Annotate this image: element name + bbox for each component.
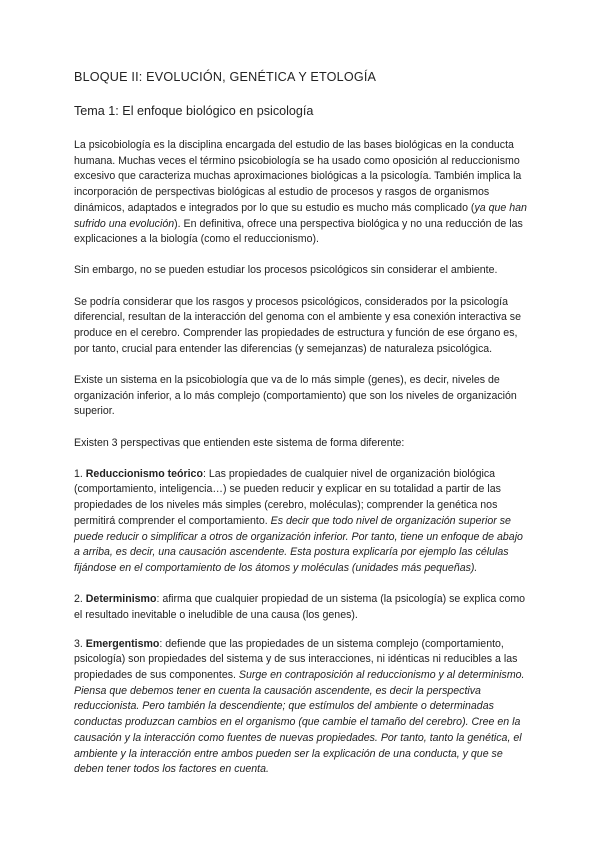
paragraph-intro-italic: ya que han sufrido una evolución — [74, 201, 527, 230]
paragraph-environment: Sin embargo, no se pueden estudiar los procesos psicológicos sin considerar el ambiente. — [74, 264, 498, 277]
paragraph-intro-text-a: La psicobiología es la disciplina encargada del estudio de las bases biológicas en la conducta humana. Muchas veces el término psicobiología se ha usado como oposición al reduccionismo excesivo que caracteriza muchas aproximaciones biológicas a la psicología. También implica la incorporación de perspectivas biológicas al estudio de procesos y rasgos de organismos dinámicos, adaptados e integrados por lo que su estudio es mucho más complicado ( — [74, 139, 522, 214]
paragraph-intro-text-b: ). En definitiva, ofrece una perspectiva biológica y no una reducción de las explicaciones a la biología (como el reduccionismo). — [74, 217, 523, 246]
paragraph-intro — [74, 138, 528, 248]
perspective-determinismo — [74, 592, 528, 623]
perspective-text: : afirma que cualquier propiedad de un sistema (la psicología) se explica como el resultado inevitable o ineludible de una causa (los genes). — [74, 593, 526, 621]
perspective-term: Emergentismo — [85, 637, 160, 650]
perspective-text: : Las propiedades de cualquier nivel de organización biológica (comportamiento, inteligencia…) se pueden reducir y explicar en su totalidad a partir de las propiedades de los niveles más simples (cerebro, moléculas); comprender la genética nos permitirá comprender el comportamiento. — [74, 467, 501, 527]
perspective-reduccionismo — [74, 467, 528, 577]
perspective-number: 2. — [74, 593, 86, 606]
paragraph-interaction: Se podría considerar que los rasgos y procesos psicológicos, considerados por la psicología diferencial, resultan de la interacción del genoma con el ambiente y esa conexión interactiva se produce en el cerebro. Comprender las propiedades de estructura y función de ese órgano es, por tanto, crucial para entender las diferencias (y semejanzas) de naturaleza psicológica. — [74, 295, 521, 355]
block-title: BLOQUE II: EVOLUCIÓN, GENÉTICA Y ETOLOGÍA — [74, 70, 377, 84]
perspective-text: : defiende que las propiedades de un sistema complejo (comportamiento, psicología) son propiedades del sistema y de sus interacciones, ni idénticas ni reducibles a las propiedades de sus componentes. — [74, 637, 518, 681]
perspective-number: 1. — [74, 467, 86, 480]
paragraph-perspectives-intro: Existen 3 perspectivas que entienden este sistema de forma diferente: — [74, 436, 405, 449]
perspective-italic: Surge en contraposición al reduccionismo y al determinismo. Piensa que debemos tener en cuenta la causación ascendente, es decir la perspectiva reduccionista. Pero también la descendiente; que estímulos del ambiente o determinadas conductas produzcan cambios en el organismo (que cambie el tamaño del cerebro). Cree en la causación y la interacción como fuentes de nuevas propiedades. Por tanto, tanto la genética, el ambiente y la interacción entre ambos pueden ser la explicación de una conducta, y que se deben tener todos los factores en cuenta. — [74, 668, 525, 776]
perspective-number: 3. — [74, 637, 86, 650]
perspective-italic: Es decir que todo nivel de organización superior se puede reducir o simplificar a otros de organización inferior. Por tanto, tiene un enfoque de abajo a arriba, es decir, una causación ascendente. Esta postura explicaría por ejemplo las células fijándose en el comportamiento de los átomos y moléculas (unidades más pequeñas). — [74, 514, 523, 574]
paragraph-system-levels: Existe un sistema en la psicobiología que va de lo más simple (genes), es decir, niveles de organización inferior, a lo más complejo (comportamiento) que son los niveles de organización superior. — [74, 373, 517, 418]
topic-title: Tema 1: El enfoque biológico en psicología — [74, 104, 314, 118]
perspective-term: Determinismo — [85, 593, 157, 606]
perspective-emergentismo — [74, 637, 528, 778]
perspective-term: Reduccionismo teórico — [85, 467, 203, 480]
